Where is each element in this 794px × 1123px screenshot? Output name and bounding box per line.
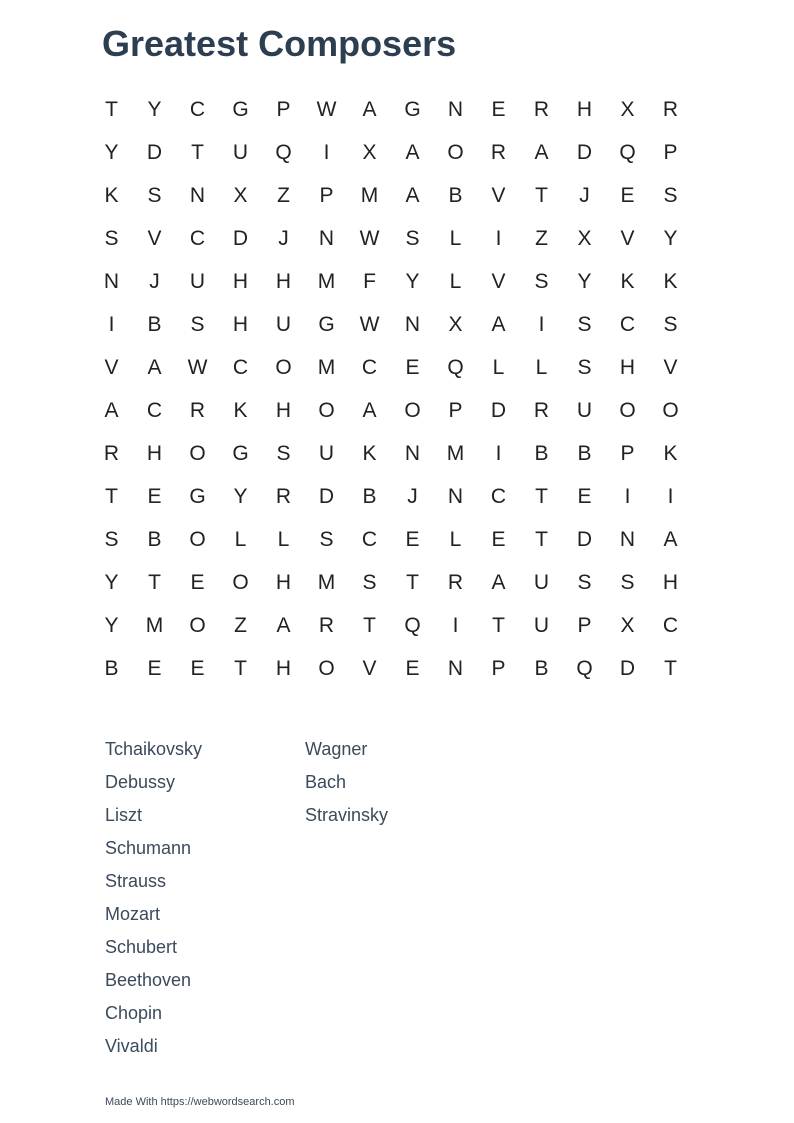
grid-letter: U <box>318 441 335 465</box>
grid-letter: A <box>405 140 420 164</box>
grid-letter: H <box>619 355 636 379</box>
grid-letter: J <box>149 269 160 293</box>
grid-letter: D <box>318 484 335 508</box>
grid-letter: P <box>319 183 334 207</box>
grid-letter: C <box>361 527 378 551</box>
grid-letter: S <box>362 570 377 594</box>
grid-letter: Z <box>535 226 548 250</box>
grid-letter: U <box>533 570 550 594</box>
grid-letter: N <box>189 183 206 207</box>
word-list-item: Stravinsky <box>305 805 389 825</box>
grid-letter: E <box>405 656 420 680</box>
grid-letter: G <box>232 441 249 465</box>
grid-letter: J <box>278 226 289 250</box>
grid-letter: T <box>191 140 204 164</box>
grid-letter: A <box>663 527 678 551</box>
grid-letter: G <box>232 97 249 121</box>
grid-letter: R <box>533 398 550 422</box>
grid-letter: X <box>233 183 248 207</box>
grid-letter: K <box>233 398 248 422</box>
grid-letter: X <box>362 140 377 164</box>
grid-letter: T <box>234 656 247 680</box>
grid-letter: K <box>104 183 119 207</box>
grid-letter: I <box>452 613 459 637</box>
grid-letter: E <box>577 484 592 508</box>
word-list-item: Mozart <box>105 904 161 924</box>
grid-letter: B <box>534 656 549 680</box>
grid-letter: O <box>189 613 206 637</box>
grid-letter: K <box>663 269 678 293</box>
word-list-item: Bach <box>305 772 347 792</box>
grid-letter: H <box>275 398 292 422</box>
grid-letter: N <box>447 656 464 680</box>
grid-letter: M <box>317 570 336 594</box>
grid-letter: L <box>492 355 505 379</box>
grid-letter: Y <box>405 269 420 293</box>
grid-letter: Q <box>619 140 636 164</box>
grid-letter: S <box>577 570 592 594</box>
grid-letter: N <box>103 269 120 293</box>
grid-letter: M <box>446 441 465 465</box>
grid-letter: C <box>146 398 163 422</box>
grid-letter: R <box>662 97 679 121</box>
grid-letter: T <box>664 656 677 680</box>
grid-letter: W <box>187 355 208 379</box>
grid-letter: S <box>663 312 678 336</box>
grid-letter: Y <box>104 570 119 594</box>
grid-letter: Z <box>277 183 290 207</box>
grid-letter: I <box>667 484 674 508</box>
grid-letter: T <box>535 183 548 207</box>
grid-letter: Q <box>447 355 464 379</box>
grid-letter: B <box>577 441 592 465</box>
grid-letter: I <box>495 226 502 250</box>
grid-letter: H <box>146 441 163 465</box>
grid-letter: D <box>146 140 163 164</box>
grid-letter: E <box>491 97 506 121</box>
grid-letter: N <box>619 527 636 551</box>
word-list-item: Tchaikovsky <box>105 739 203 759</box>
grid-letter: P <box>448 398 463 422</box>
grid-letter: X <box>620 97 635 121</box>
grid-letter: H <box>232 269 249 293</box>
grid-letter: E <box>405 355 420 379</box>
grid-letter: A <box>104 398 119 422</box>
grid-letter: E <box>147 484 162 508</box>
grid-letter: M <box>145 613 164 637</box>
grid-letter: J <box>579 183 590 207</box>
word-list-item: Chopin <box>105 1003 163 1023</box>
grid-letter: L <box>234 527 247 551</box>
word-list-item: Liszt <box>105 805 143 825</box>
grid-letter: D <box>490 398 507 422</box>
grid-letter: V <box>620 226 635 250</box>
grid-letter: E <box>491 527 506 551</box>
grid-letter: O <box>447 140 464 164</box>
grid-letter: O <box>189 441 206 465</box>
grid-letter: P <box>491 656 506 680</box>
word-list-item: Schumann <box>105 838 192 858</box>
grid-letter: O <box>318 398 335 422</box>
grid-letter: U <box>576 398 593 422</box>
grid-letter: R <box>318 613 335 637</box>
grid-letter: X <box>577 226 592 250</box>
grid-letter: E <box>190 570 205 594</box>
grid-letter: P <box>276 97 291 121</box>
grid-letter: W <box>359 312 380 336</box>
grid-letter: O <box>404 398 421 422</box>
grid-letter: G <box>318 312 335 336</box>
grid-letter: R <box>447 570 464 594</box>
grid-letter: F <box>363 269 376 293</box>
grid-letter: T <box>492 613 505 637</box>
grid-letter: I <box>108 312 115 336</box>
grid-letter: B <box>104 656 119 680</box>
grid-letter: W <box>316 97 337 121</box>
grid-letter: B <box>147 312 162 336</box>
grid-letter: U <box>232 140 249 164</box>
grid-letter: S <box>663 183 678 207</box>
grid-letter: A <box>147 355 162 379</box>
grid-letter: E <box>147 656 162 680</box>
footer-credit: Made With https://webwordsearch.com <box>105 1096 295 1108</box>
grid-letter: E <box>405 527 420 551</box>
grid-letter: L <box>535 355 548 379</box>
grid-letter: K <box>362 441 377 465</box>
grid-letter: E <box>620 183 635 207</box>
grid-letter: A <box>405 183 420 207</box>
grid-letter: Q <box>404 613 421 637</box>
grid-letter: C <box>361 355 378 379</box>
grid-letter: A <box>362 398 377 422</box>
grid-letter: T <box>105 484 118 508</box>
grid-letter: T <box>363 613 376 637</box>
grid-letter: L <box>449 527 462 551</box>
grid-letter: D <box>232 226 249 250</box>
grid-letter: Q <box>576 656 593 680</box>
grid-letter: S <box>620 570 635 594</box>
letter-grid <box>90 88 692 690</box>
grid-letter: P <box>620 441 635 465</box>
grid-letter: N <box>404 312 421 336</box>
grid-letter: P <box>663 140 678 164</box>
grid-letter: A <box>491 570 506 594</box>
grid-letter: O <box>275 355 292 379</box>
grid-letter: M <box>317 269 336 293</box>
grid-letter: O <box>662 398 679 422</box>
grid-letter: L <box>449 269 462 293</box>
grid-letter: Y <box>233 484 248 508</box>
grid-letter: C <box>189 97 206 121</box>
grid-letter: V <box>104 355 119 379</box>
grid-letter: Y <box>577 269 592 293</box>
grid-letter: Y <box>104 613 119 637</box>
grid-letter: H <box>275 570 292 594</box>
grid-letter: T <box>148 570 161 594</box>
grid-letter: A <box>276 613 291 637</box>
grid-letter: C <box>662 613 679 637</box>
grid-letter: X <box>620 613 635 637</box>
grid-letter: N <box>447 97 464 121</box>
grid-letter: S <box>276 441 291 465</box>
grid-letter: S <box>147 183 162 207</box>
grid-letter: H <box>576 97 593 121</box>
grid-letter: T <box>105 97 118 121</box>
grid-letter: C <box>232 355 249 379</box>
word-list <box>105 735 505 1065</box>
grid-letter: V <box>663 355 678 379</box>
grid-letter: I <box>624 484 631 508</box>
grid-letter: I <box>495 441 502 465</box>
grid-letter: I <box>538 312 545 336</box>
grid-letter: H <box>232 312 249 336</box>
word-list-item: Strauss <box>105 871 167 891</box>
grid-letter: H <box>662 570 679 594</box>
grid-letter: S <box>534 269 549 293</box>
grid-letter: V <box>147 226 162 250</box>
grid-letter: A <box>491 312 506 336</box>
grid-letter: B <box>147 527 162 551</box>
grid-letter: C <box>189 226 206 250</box>
grid-letter: G <box>189 484 206 508</box>
grid-letter: Q <box>275 140 292 164</box>
grid-letter: M <box>360 183 379 207</box>
grid-letter: L <box>449 226 462 250</box>
grid-letter: K <box>663 441 678 465</box>
grid-letter: J <box>407 484 418 508</box>
word-list-item: Debussy <box>105 772 176 792</box>
grid-letter: N <box>404 441 421 465</box>
grid-letter: B <box>534 441 549 465</box>
grid-letter: S <box>577 355 592 379</box>
word-list-item: Vivaldi <box>105 1036 158 1056</box>
grid-letter: R <box>490 140 507 164</box>
grid-letter: U <box>533 613 550 637</box>
grid-letter: E <box>190 656 205 680</box>
grid-letter: M <box>317 355 336 379</box>
grid-letter: V <box>491 183 506 207</box>
grid-letter: R <box>275 484 292 508</box>
grid-letter: O <box>189 527 206 551</box>
grid-letter: D <box>619 656 636 680</box>
grid-letter: R <box>533 97 550 121</box>
grid-letter: G <box>404 97 421 121</box>
grid-letter: R <box>189 398 206 422</box>
grid-letter: X <box>448 312 463 336</box>
grid-letter: Y <box>147 97 162 121</box>
grid-letter: U <box>189 269 206 293</box>
word-list-item: Schubert <box>105 937 178 957</box>
page-title: Greatest Composers <box>102 23 457 64</box>
grid-letter: P <box>577 613 592 637</box>
grid-letter: A <box>362 97 377 121</box>
grid-letter: S <box>405 226 420 250</box>
grid-letter: S <box>319 527 334 551</box>
word-list-item: Wagner <box>305 739 368 759</box>
grid-letter: Z <box>234 613 247 637</box>
grid-letter: B <box>448 183 463 207</box>
grid-letter: C <box>490 484 507 508</box>
grid-letter: T <box>406 570 419 594</box>
word-list-item: Beethoven <box>105 970 192 990</box>
grid-letter: T <box>535 527 548 551</box>
grid-letter: L <box>277 527 290 551</box>
grid-letter: S <box>577 312 592 336</box>
grid-letter: O <box>232 570 249 594</box>
grid-letter: H <box>275 269 292 293</box>
grid-letter: V <box>491 269 506 293</box>
grid-letter: I <box>323 140 330 164</box>
grid-letter: D <box>576 527 593 551</box>
grid-letter: O <box>619 398 636 422</box>
grid-letter: D <box>576 140 593 164</box>
grid-letter: N <box>318 226 335 250</box>
grid-letter: N <box>447 484 464 508</box>
grid-letter: T <box>535 484 548 508</box>
grid-letter: H <box>275 656 292 680</box>
grid-letter: V <box>362 656 377 680</box>
grid-letter: W <box>359 226 380 250</box>
grid-letter: S <box>190 312 205 336</box>
grid-letter: S <box>104 226 119 250</box>
grid-letter: Y <box>104 140 119 164</box>
grid-letter: B <box>362 484 377 508</box>
grid-letter: O <box>318 656 335 680</box>
grid-letter: U <box>275 312 292 336</box>
grid-letter: Y <box>663 226 678 250</box>
grid-letter: R <box>103 441 120 465</box>
grid-letter: C <box>619 312 636 336</box>
grid-letter: A <box>534 140 549 164</box>
grid-letter: K <box>620 269 635 293</box>
grid-letter: S <box>104 527 119 551</box>
